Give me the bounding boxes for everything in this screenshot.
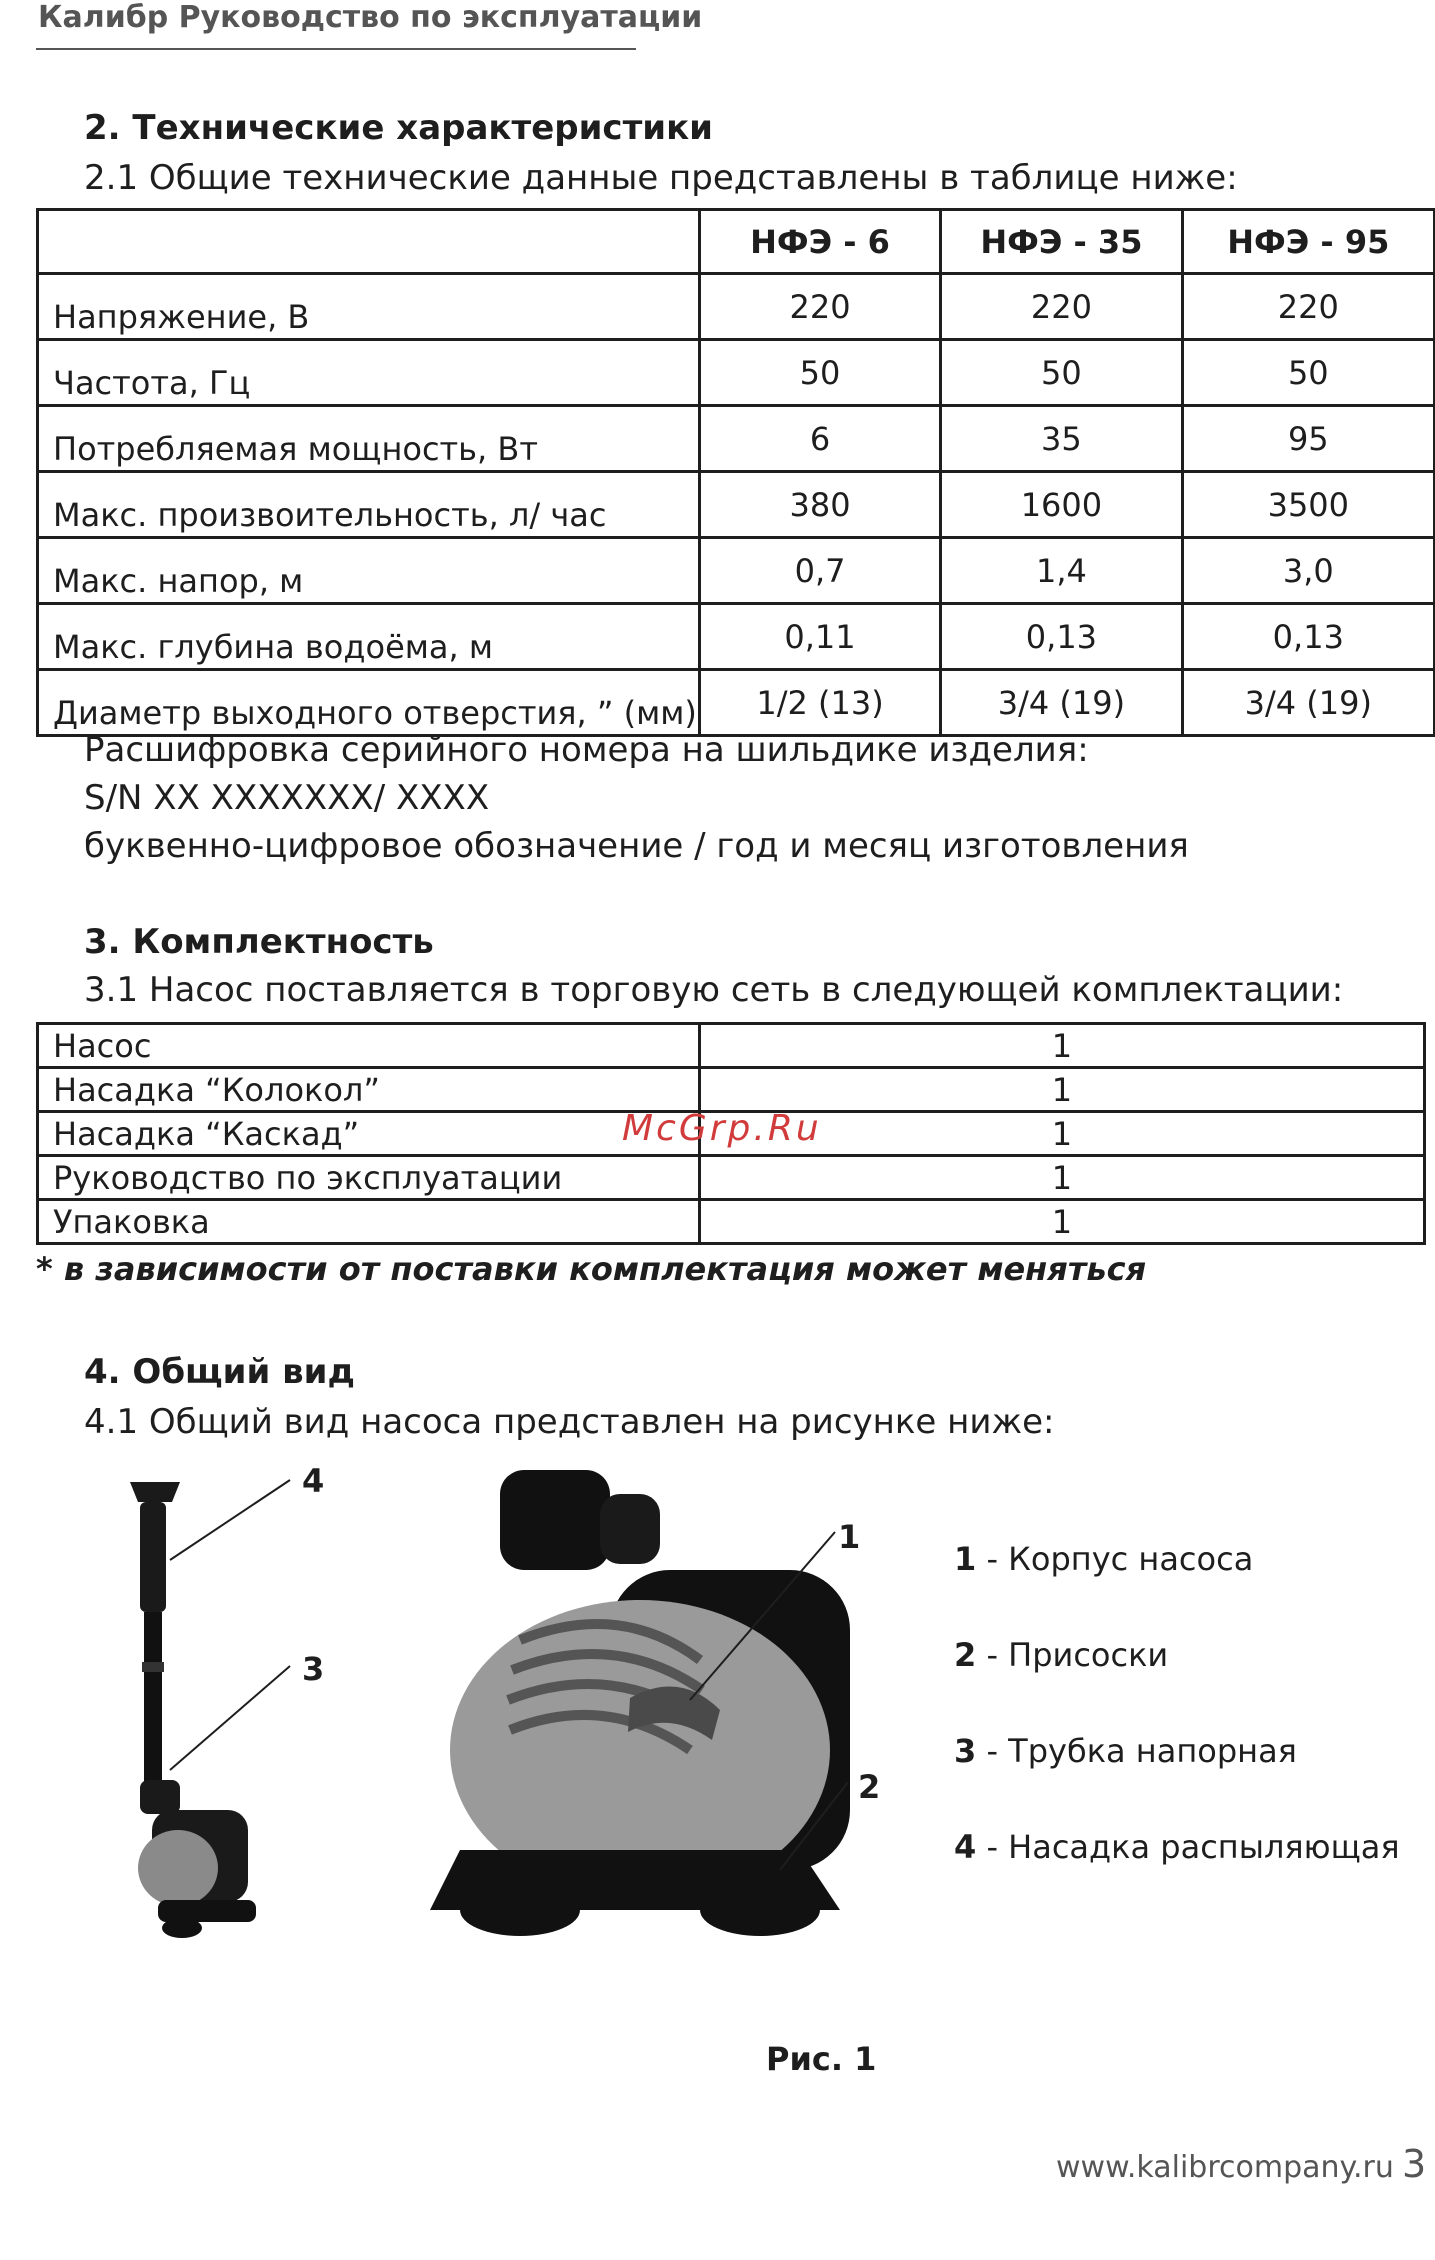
page-number: 3 — [1402, 2142, 1427, 2186]
legend-text: - Насадка распыляющая — [976, 1828, 1400, 1866]
spec-value: 0,13 — [1182, 604, 1434, 670]
kit-item-qty: 1 — [699, 1068, 1424, 1112]
legend-item-2 — [954, 1636, 1168, 1674]
table-row — [38, 1068, 1425, 1112]
large-pump-illustration — [430, 1470, 850, 1936]
specs-header-empty — [38, 210, 700, 274]
section-2-title: 2. Технические характеристики — [84, 108, 713, 148]
legend-num: 1 — [954, 1540, 977, 1578]
serial-line-1: Расшифровка серийного номера на шильдике изделия: — [84, 730, 1089, 770]
spec-label: Макс. напор, м — [38, 538, 700, 604]
spec-value: 1600 — [941, 472, 1182, 538]
specs-header-row — [38, 210, 1435, 274]
callout-2: 2 — [858, 1768, 881, 1806]
kit-item-name: Насадка “Колокол” — [38, 1068, 700, 1112]
spec-label: Диаметр выходного отверстия, ” (мм) — [38, 670, 700, 736]
legend-item-1 — [954, 1540, 1253, 1578]
table-row — [38, 406, 1435, 472]
callout-1: 1 — [838, 1518, 861, 1556]
kit-item-qty: 1 — [699, 1156, 1424, 1200]
table-row — [38, 1200, 1425, 1244]
kit-item-name: Упаковка — [38, 1200, 700, 1244]
spec-label: Напряжение, В — [38, 274, 700, 340]
pump-figure — [100, 1470, 920, 2030]
spec-value: 50 — [1182, 340, 1434, 406]
table-row — [38, 274, 1435, 340]
header-title: Калибр Руководство по эксплуатации — [38, 0, 703, 35]
watermark: McGrp.Ru — [622, 1108, 822, 1149]
spec-value: 50 — [699, 340, 940, 406]
specs-col-header: НФЭ - 6 — [699, 210, 940, 274]
table-row — [38, 1024, 1425, 1068]
spec-value: 220 — [941, 274, 1182, 340]
footer-url[interactable]: www.kalibrcompany.ru — [1056, 2150, 1394, 2185]
table-row — [38, 670, 1435, 736]
spec-value: 6 — [699, 406, 940, 472]
specs-table — [36, 208, 1435, 737]
table-row — [38, 472, 1435, 538]
spec-value: 3/4 (19) — [1182, 670, 1434, 736]
legend-num: 3 — [954, 1732, 977, 1770]
spec-value: 220 — [699, 274, 940, 340]
table-row — [38, 1156, 1425, 1200]
legend-num: 4 — [954, 1828, 977, 1866]
table-row — [38, 340, 1435, 406]
serial-line-3: буквенно-цифровое обозначение / год и месяц изготовления — [84, 826, 1189, 866]
callout-4: 4 — [302, 1462, 325, 1500]
legend-item-3 — [954, 1732, 1297, 1770]
spec-label: Частота, Гц — [38, 340, 700, 406]
kit-item-qty: 1 — [699, 1024, 1424, 1068]
spec-value: 95 — [1182, 406, 1434, 472]
spec-value: 3500 — [1182, 472, 1434, 538]
section-2-intro: 2.1 Общие технические данные представлены в таблице ниже: — [84, 158, 1238, 198]
section-4-title: 4. Общий вид — [84, 1352, 355, 1392]
kit-item-qty: 1 — [699, 1112, 1424, 1156]
table-row — [38, 604, 1435, 670]
spec-label: Макс. произвоительность, л/ час — [38, 472, 700, 538]
spec-value: 0,11 — [699, 604, 940, 670]
legend-text: - Корпус насоса — [976, 1540, 1254, 1578]
spec-value: 35 — [941, 406, 1182, 472]
legend-text: - Трубка напорная — [976, 1732, 1297, 1770]
kit-note: * в зависимости от поставки комплектация может меняться — [36, 1250, 1147, 1288]
section-3-intro: 3.1 Насос поставляется в торговую сеть в следующей комплектации: — [84, 970, 1344, 1010]
specs-col-header: НФЭ - 95 — [1182, 210, 1434, 274]
section-4-intro: 4.1 Общий вид насоса представлен на рисунке ниже: — [84, 1402, 1055, 1442]
kit-item-qty: 1 — [699, 1200, 1424, 1244]
section-3-title: 3. Комплектность — [84, 922, 434, 962]
small-pump-illustration — [130, 1482, 256, 1938]
legend-text: - Присоски — [976, 1636, 1169, 1674]
spec-value: 3,0 — [1182, 538, 1434, 604]
spec-value: 0,7 — [699, 538, 940, 604]
spec-value: 1/2 (13) — [699, 670, 940, 736]
kit-item-name: Насос — [38, 1024, 700, 1068]
spec-value: 1,4 — [941, 538, 1182, 604]
page-header — [36, 0, 703, 50]
spec-label: Макс. глубина водоёма, м — [38, 604, 700, 670]
kit-item-name: Руководство по эксплуатации — [38, 1156, 700, 1200]
spec-label: Потребляемая мощность, Вт — [38, 406, 700, 472]
legend-item-4 — [954, 1828, 1400, 1866]
serial-line-2: S/N XX XXXXXXX/ XXXX — [84, 778, 490, 818]
specs-col-header: НФЭ - 35 — [941, 210, 1182, 274]
spec-value: 380 — [699, 472, 940, 538]
table-row — [38, 538, 1435, 604]
kit-item-name: Насадка “Каскад” — [38, 1112, 700, 1156]
spec-value: 50 — [941, 340, 1182, 406]
spec-value: 3/4 (19) — [941, 670, 1182, 736]
callout-3: 3 — [302, 1650, 325, 1688]
spec-value: 220 — [1182, 274, 1434, 340]
legend-num: 2 — [954, 1636, 977, 1674]
spec-value: 0,13 — [941, 604, 1182, 670]
figure-caption: Рис. 1 — [766, 2040, 877, 2078]
